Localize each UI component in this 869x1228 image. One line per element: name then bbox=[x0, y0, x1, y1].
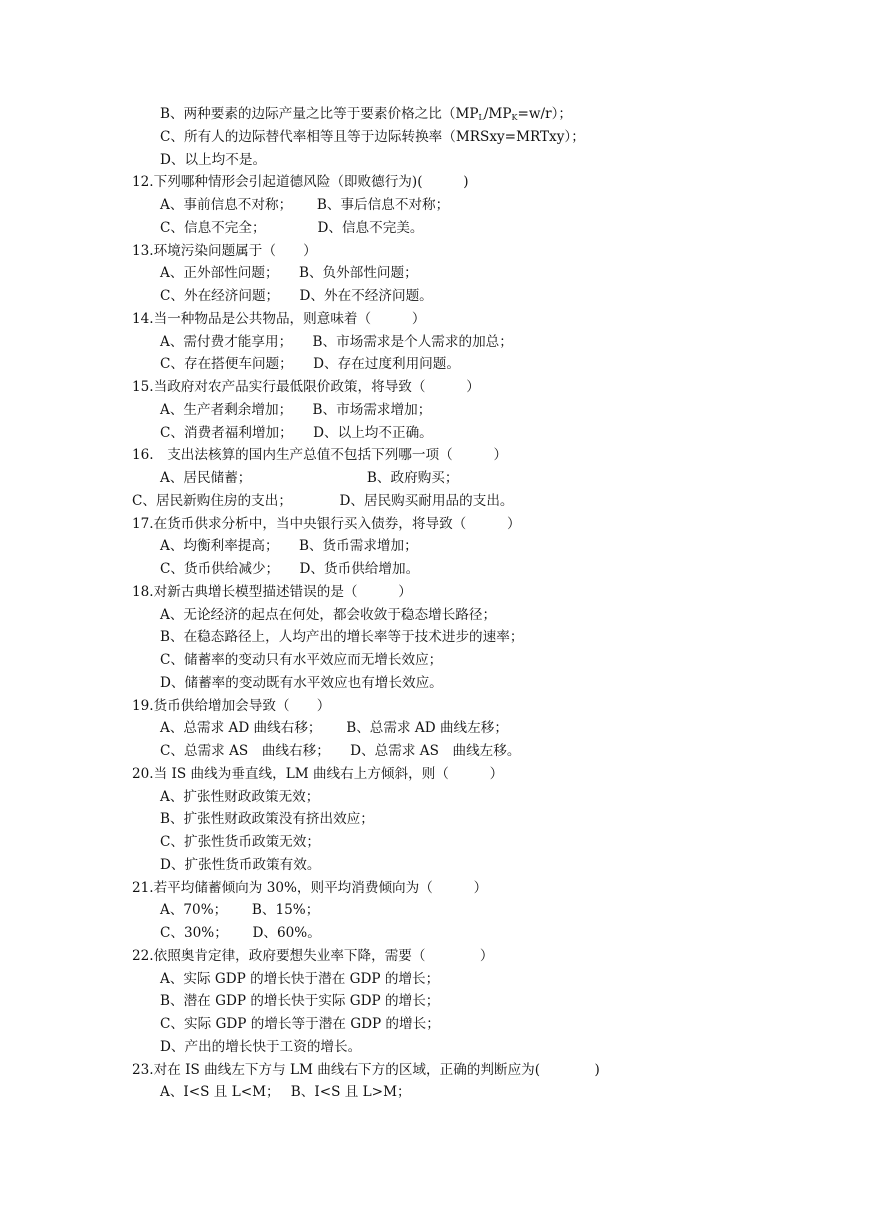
option-line bbox=[132, 740, 832, 763]
option-text: B、两种要素的边际产量之比等于要素价格之比（MP bbox=[160, 106, 479, 122]
option-line bbox=[132, 149, 832, 172]
option-line bbox=[132, 353, 832, 376]
option-text: C、总需求 AS 曲线右移； D、总需求 AS 曲线左移。 bbox=[160, 743, 521, 759]
option-text: /MP bbox=[483, 106, 512, 122]
option-line bbox=[132, 262, 832, 285]
option-text: A、总需求 AD 曲线右移； B、总需求 AD 曲线左移； bbox=[160, 720, 508, 737]
option-line bbox=[132, 558, 832, 581]
question-text: 18.对新古典增长模型描述错误的是（ ） bbox=[132, 583, 412, 600]
option-text: D、扩张性货币政策有效。 bbox=[160, 856, 321, 873]
option-line bbox=[132, 217, 832, 240]
option-text: C、消费者福利增加； D、以上均不正确。 bbox=[160, 424, 433, 441]
question-text: 19.货币供给增加会导致（ ） bbox=[132, 697, 331, 714]
option-line bbox=[132, 990, 832, 1013]
option-text: B、扩张性财政政策没有挤出效应； bbox=[160, 811, 374, 828]
option-text: A、事前信息不对称； B、事后信息不对称； bbox=[160, 197, 450, 213]
option-text: D、产出的增长快于工资的增长。 bbox=[160, 1038, 362, 1055]
option-text: A、实际 GDP 的增长快于潜在 GDP 的增长； bbox=[160, 970, 440, 987]
question-line bbox=[132, 877, 832, 900]
option-text: B、潜在 GDP 的增长快于实际 GDP 的增长； bbox=[160, 993, 440, 1010]
option-line bbox=[132, 717, 832, 740]
option-text: A、正外部性问题； B、负外部性问题； bbox=[160, 265, 418, 282]
option-line bbox=[132, 1013, 832, 1036]
question-line bbox=[132, 444, 832, 467]
question-line bbox=[132, 945, 832, 968]
option-text: A、需付费才能享用； B、市场需求是个人需求的加总； bbox=[160, 333, 513, 350]
option-text: C、外在经济问题； D、外在不经济问题。 bbox=[160, 288, 433, 304]
option-line bbox=[132, 922, 832, 945]
question-line bbox=[132, 581, 832, 604]
option-text: A、70%； B、15%； bbox=[160, 902, 320, 919]
option-text: A、居民储蓄； B、政府购买； bbox=[160, 470, 459, 486]
option-line bbox=[132, 649, 832, 672]
option-line bbox=[132, 285, 832, 308]
option-text: C、扩张性货币政策无效； bbox=[160, 834, 320, 850]
option-line bbox=[132, 899, 832, 922]
question-text: 13.环境污染问题属于（ ） bbox=[132, 242, 317, 259]
option-text: B、在稳态路径上，人均产出的增长率等于技术进步的速率； bbox=[160, 629, 524, 646]
option-line bbox=[132, 786, 832, 809]
subscript: K bbox=[511, 113, 518, 122]
question-text: 23.对在 IS 曲线左下方与 LM 曲线右下方的区域，正确的判断应为( ) bbox=[132, 1061, 600, 1078]
question-line bbox=[132, 171, 832, 194]
option-line bbox=[132, 831, 832, 854]
option-line bbox=[132, 399, 832, 422]
option-text: C、30%； D、60%。 bbox=[160, 925, 321, 941]
option-text: A、生产者剩余增加； B、市场需求增加； bbox=[160, 401, 432, 418]
option-line bbox=[132, 604, 832, 627]
question-line bbox=[132, 376, 832, 399]
option-text: A、扩张性财政政策无效； bbox=[160, 788, 320, 805]
question-text: 16. 支出法核算的国内生产总值不包括下列哪一项（ ） bbox=[132, 447, 508, 464]
question-text: 15.当政府对农产品实行最低限价政策，将导致（ ） bbox=[132, 379, 480, 395]
option-line bbox=[132, 422, 832, 445]
option-line bbox=[132, 331, 832, 354]
question-text: 20.当 IS 曲线为垂直线，LM 曲线右上方倾斜，则（ ） bbox=[132, 765, 504, 782]
question-line bbox=[132, 1059, 832, 1082]
question-text: 12.下列哪种情形会引起道德风险（即败德行为)( ) bbox=[132, 174, 469, 191]
question-text: 22.依照奥肯定律，政府要想失业率下降，需要（ ） bbox=[132, 947, 494, 964]
option-line bbox=[132, 467, 832, 490]
option-text: D、储蓄率的变动既有水平效应也有增长效应。 bbox=[160, 674, 443, 691]
question-text: 21.若平均储蓄倾向为 30%，则平均消费倾向为（ ） bbox=[132, 879, 488, 896]
option-text: =w/r）； bbox=[517, 106, 572, 122]
option-line bbox=[132, 1036, 832, 1059]
option-line bbox=[132, 808, 832, 831]
option-line bbox=[132, 672, 832, 695]
option-text: C、存在搭便车问题； D、存在过度利用问题。 bbox=[160, 356, 460, 373]
option-line bbox=[132, 194, 832, 217]
option-text: A、无论经济的起点在何处，都会收敛于稳态增长路径； bbox=[160, 606, 497, 623]
question-text: 17.在货币供求分析中，当中央银行买入债券，将导致（ ） bbox=[132, 515, 521, 532]
option-line bbox=[132, 535, 832, 558]
option-line bbox=[132, 626, 832, 649]
option-text: A、均衡利率提高； B、货币需求增加； bbox=[160, 538, 418, 555]
question-line bbox=[132, 695, 832, 718]
question-line bbox=[132, 308, 832, 331]
option-line bbox=[132, 854, 832, 877]
option-line bbox=[132, 1081, 832, 1104]
option-text: C、货币供给减少； D、货币供给增加。 bbox=[160, 561, 420, 577]
option-text: A、I<S 且 L<M； B、I<S 且 L>M； bbox=[160, 1084, 411, 1101]
option-line bbox=[132, 490, 832, 513]
exam-text bbox=[132, 103, 832, 1104]
question-line bbox=[132, 240, 832, 263]
option-line bbox=[132, 126, 832, 149]
question-text: 14.当一种物品是公共物品，则意味着（ ） bbox=[132, 310, 426, 327]
option-line bbox=[132, 103, 832, 126]
option-line bbox=[132, 968, 832, 991]
question-line bbox=[132, 513, 832, 536]
option-text: D、以上均不是。 bbox=[160, 151, 267, 168]
option-text: C、实际 GDP 的增长等于潜在 GDP 的增长； bbox=[160, 1016, 440, 1032]
option-text: C、储蓄率的变动只有水平效应而无增长效应； bbox=[160, 652, 443, 668]
option-text: C、所有人的边际替代率相等且等于边际转换率（MRSxy=MRTxy）； bbox=[160, 128, 585, 145]
subscript: L bbox=[478, 113, 484, 122]
question-line bbox=[132, 763, 832, 786]
option-text: C、居民新购住房的支出； D、居民购买耐用品的支出。 bbox=[132, 492, 514, 509]
option-text: C、信息不完全； D、信息不完美。 bbox=[160, 219, 424, 236]
